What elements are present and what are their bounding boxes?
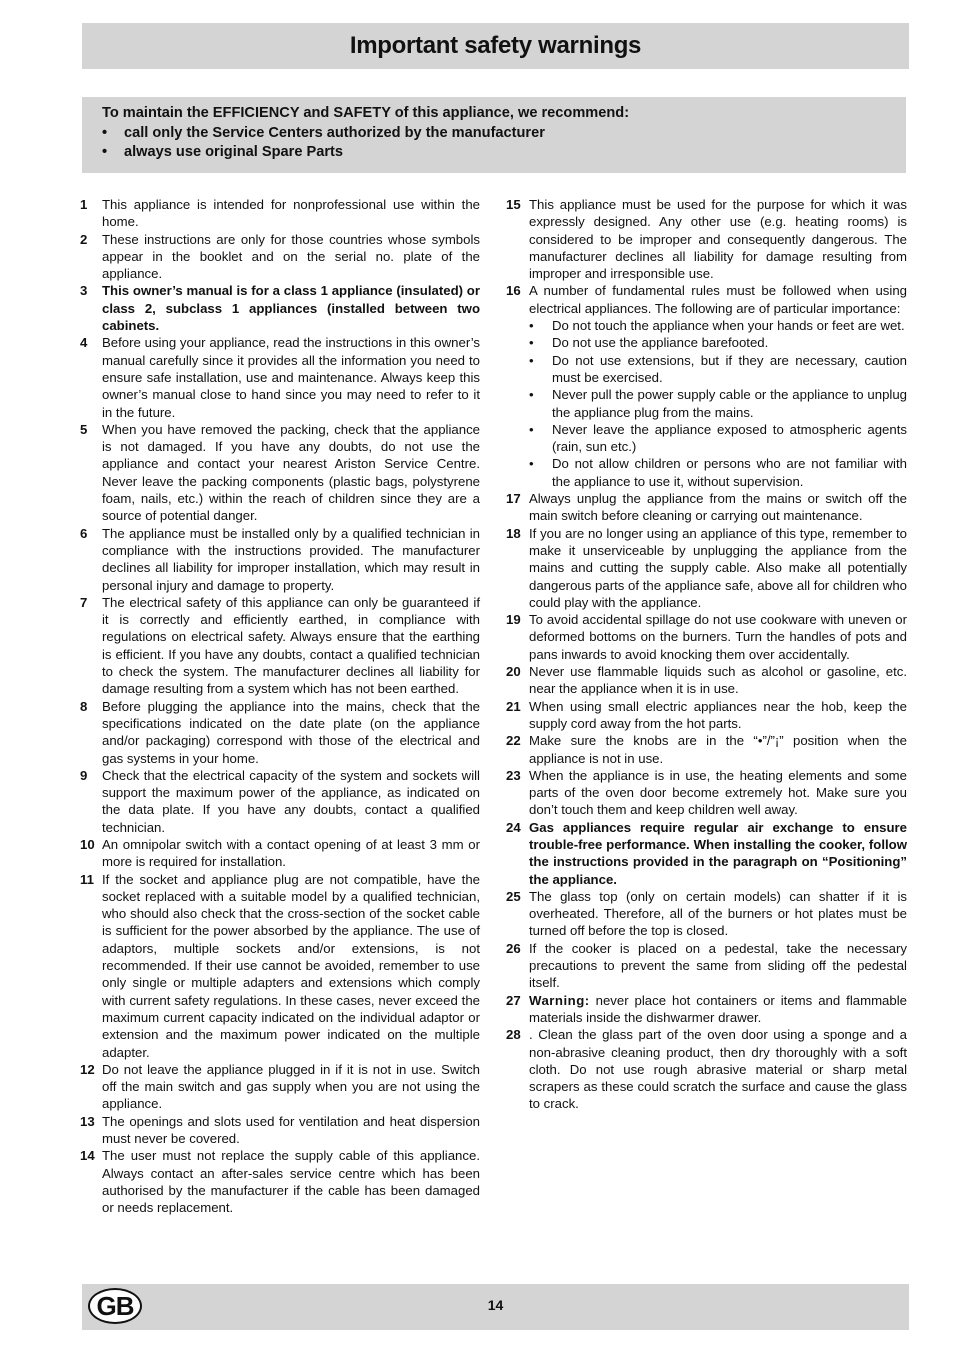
item-text: Make sure the knobs are in the “•”/”¡” position when the appliance is not in use. bbox=[529, 733, 907, 766]
warning-item bbox=[506, 490, 907, 525]
warning-label: Warning: bbox=[529, 992, 590, 1008]
item-number: 6 bbox=[80, 525, 88, 541]
item-text: This appliance is intended for nonprofessional use within the home. bbox=[102, 197, 480, 230]
warning-item bbox=[80, 231, 480, 283]
bullet-icon: • bbox=[529, 318, 534, 334]
item-text: If you are no longer using an appliance of this type, remember to make it unserviceable by unplugging the appliance from the mains and cutting the supply cable. Also make all potentially dangerous parts of the appliance safe, above all for children who could play with the appliance. bbox=[529, 525, 907, 610]
item-text: A number of fundamental rules must be followed when using electrical appliances. The following are of particular importance: bbox=[529, 283, 907, 316]
item-text: To avoid accidental spillage do not use cookware with uneven or deformed bottoms on the burners. Turn the handles of pots and pans inwards to avoid knocking them over accidentally. bbox=[529, 612, 907, 662]
recommendation-box bbox=[82, 97, 906, 173]
item-text: The openings and slots used for ventilation and heat dispersion must never be covered. bbox=[102, 1113, 480, 1147]
item-text: When you have removed the packing, check that the appliance is not damaged. If you have any doubts, do not use the appliance and contact your nearest Ariston Service Centre. Never leave the packing components (plastic bags, polystyrene foam, nails, etc.) within the reach of children since they are a source of potential danger. bbox=[102, 421, 480, 524]
item-text: The user must not replace the supply cable of this appliance. Always contact an after-sales service centre which has been authorised by the manufacturer if the cable has been damaged or needs replacement. bbox=[102, 1148, 480, 1216]
sub-bullet bbox=[529, 317, 907, 334]
item-number: 23 bbox=[506, 767, 521, 783]
bullet-icon: • bbox=[102, 124, 108, 141]
item-number: 14 bbox=[80, 1148, 95, 1164]
recommendation-bullet bbox=[102, 124, 906, 144]
footer-bar bbox=[82, 1284, 909, 1330]
item-text: Gas appliances require regular air exchange to ensure trouble-free performance. When installing the cooker, follow the instructions provided in the paragraph on “Positioning” the appliance. bbox=[529, 819, 907, 887]
gb-language-badge: GB bbox=[88, 1288, 142, 1324]
warning-item bbox=[506, 888, 907, 940]
warning-item bbox=[506, 525, 907, 611]
item-number: 3 bbox=[80, 283, 88, 299]
item-text: The electrical safety of this appliance can only be guaranteed if it is correctly and efficiently earthed, in compliance with regulations on electrical safety. Always ensure that the earthing is efficient. If you have any doubts, contact a qualified technician to check the system. The manufacturer declines all liability for damage resulting from a system which has not been earthed. bbox=[102, 594, 480, 697]
recommendation-heading: To maintain the EFFICIENCY and SAFETY of this appliance, we recommend: bbox=[102, 105, 630, 121]
item-number: 10 bbox=[80, 836, 95, 852]
item-number: 19 bbox=[506, 612, 521, 628]
item-number: 13 bbox=[80, 1113, 95, 1129]
warning-item bbox=[506, 698, 907, 733]
item-number: 8 bbox=[80, 698, 88, 714]
page-title: Important safety warnings bbox=[349, 32, 642, 59]
warning-item bbox=[506, 1026, 907, 1112]
sub-bullet-text: Do not allow children or persons who are not familiar with the appliance to use it, without supervision. bbox=[552, 456, 907, 489]
warning-item bbox=[506, 611, 907, 663]
sub-bullet bbox=[529, 386, 907, 421]
warning-item bbox=[506, 196, 907, 282]
warning-item bbox=[80, 836, 480, 871]
item-text: Check that the electrical capacity of the system and sockets will support the maximum power of the appliance, as indicated on the data plate. If you have any doubts, contact a qualified technician. bbox=[102, 767, 480, 835]
item-number: 20 bbox=[506, 664, 521, 680]
item-text: Never use flammable liquids such as alcohol or gasoline, etc. near the appliance when it is in use. bbox=[529, 664, 907, 697]
item-number: 27 bbox=[506, 992, 521, 1008]
bullet-icon: • bbox=[529, 352, 534, 368]
warning-item bbox=[506, 767, 907, 819]
item-text: An omnipolar switch with a contact opening of at least 3 mm or more is required for installation. bbox=[102, 836, 480, 870]
sub-bullet bbox=[529, 455, 907, 490]
sub-bullet-text: Never pull the power supply cable or the appliance to unplug the appliance plug from the mains. bbox=[552, 387, 907, 420]
warning-item bbox=[506, 940, 907, 992]
bullet-icon: • bbox=[529, 387, 534, 403]
item-text: When the appliance is in use, the heating elements and some parts of the oven door become extremely hot. Make sure you don’t touch them and keep children well away. bbox=[529, 767, 907, 818]
bullet-icon: • bbox=[529, 456, 534, 472]
item-text: The appliance must be installed only by a qualified technician in compliance with the instructions provided. The manufacturer declines all liability for improper installation, which may result in personal injury and damage to property. bbox=[102, 525, 480, 593]
bullet-icon: • bbox=[529, 335, 534, 351]
item-number: 18 bbox=[506, 525, 521, 541]
item-text: If the cooker is placed on a pedestal, take the necessary precautions to prevent the same from sliding off the pedestal itself. bbox=[529, 940, 907, 991]
warning-item bbox=[80, 1113, 480, 1148]
item-number: 12 bbox=[80, 1061, 95, 1077]
item-number: 25 bbox=[506, 888, 521, 904]
item-number: 7 bbox=[80, 594, 88, 610]
sub-bullet-text: Do not use the appliance barefooted. bbox=[552, 335, 769, 351]
item-text: . Clean the glass part of the oven door using a sponge and a non-abrasive cleaning product, then dry thoroughly with a soft cloth. Do not use rough abrasive material or sharp metal scrapers as these could scratch the surface and cause the glass to crack. bbox=[529, 1027, 907, 1112]
item-number: 11 bbox=[80, 871, 94, 887]
warning-item bbox=[506, 282, 907, 317]
warning-item bbox=[80, 196, 480, 231]
warning-item bbox=[80, 698, 480, 767]
item-number: 16 bbox=[506, 283, 521, 299]
item-text: If the socket and appliance plug are not compatible, have the socket replaced with a suitable model by a qualified technician, who should also check that the cross-section of the socket cable is sufficient for the power absorbed by the appliance. The use of adaptors, multiple sockets and/or extensions, is not recommended. If their use cannot be avoided, remember to use only single or multiple adapters and extensions which comply with current safety regulations. In these cases, never exceed the maximum current capacity indicated on the individual adaptor or extension and the maximum power indicated on the multiple adapter. bbox=[102, 871, 480, 1060]
item-number: 22 bbox=[506, 733, 521, 749]
page-number: 14 bbox=[487, 1297, 504, 1313]
item-number: 4 bbox=[80, 335, 88, 351]
warning-item bbox=[80, 767, 480, 836]
item-number: 1 bbox=[80, 197, 88, 212]
warning-item bbox=[80, 871, 480, 1061]
warning-item bbox=[506, 663, 907, 698]
warning-text: never place hot containers or items and flammable materials inside the dishwarmer drawer. bbox=[529, 992, 907, 1025]
warning-item bbox=[80, 1061, 480, 1113]
left-column bbox=[80, 196, 480, 1217]
item-number: 2 bbox=[80, 231, 88, 247]
warning-item bbox=[80, 282, 480, 334]
item-text: Do not leave the appliance plugged in if it is not in use. Switch off the main switch and gas supply when you are not using the appliance. bbox=[102, 1061, 480, 1112]
item-text: Always unplug the appliance from the mains or switch off the main switch before cleaning or carrying out maintenance. bbox=[529, 491, 907, 524]
item-text: Before using your appliance, read the instructions in this owner’s manual carefully since it provides all the information you need to ensure safe installation, use and maintenance. Always keep this owner’s manual close to hand since you may need to refer to it in the future. bbox=[102, 335, 480, 420]
item-number: 21 bbox=[506, 698, 521, 714]
sub-bullet bbox=[529, 334, 907, 351]
item-number: 17 bbox=[506, 491, 521, 507]
warning-item bbox=[80, 1147, 480, 1216]
sub-bullet-text: Do not use extensions, but if they are necessary, caution must be exercised. bbox=[552, 352, 907, 385]
item-number: 28 bbox=[506, 1027, 521, 1043]
recommendation-text: always use original Spare Parts bbox=[124, 144, 344, 160]
sub-bullet-text: Do not touch the appliance when your hands or feet are wet. bbox=[552, 318, 905, 334]
warning-item bbox=[80, 525, 480, 594]
item-text: When using small electric appliances near the hob, keep the supply cord away from the hot parts. bbox=[529, 698, 907, 731]
item-text: This owner’s manual is for a class 1 appliance (insulated) or class 2, subclass 1 appliances (installed between two cabinets. bbox=[102, 283, 480, 334]
item-text: Before plugging the appliance into the mains, check that the specifications indicated on the date plate (on the appliance and/or packaging) correspond with those of the electrical and gas systems in your home. bbox=[102, 698, 480, 766]
item-text bbox=[529, 992, 907, 1027]
item-number: 15 bbox=[506, 197, 521, 212]
item-text: The glass top (only on certain models) can shatter if it is overheated. Therefore, all of the burners or hot plates must be turned off before the top is closed. bbox=[529, 888, 907, 939]
bullet-icon: • bbox=[529, 421, 534, 437]
warning-item bbox=[80, 334, 480, 420]
item-number: 24 bbox=[506, 819, 521, 835]
warning-item bbox=[506, 819, 907, 888]
bullet-icon: • bbox=[102, 144, 108, 160]
right-column bbox=[506, 196, 907, 1113]
item-text: This appliance must be used for the purpose for which it was expressly designed. Any other use (e.g. heating rooms) is considered to be improper and consequently dangerous. The manufacturer declines all liability for damage resulting from improper and irresponsible use. bbox=[529, 197, 907, 282]
recommendation-bullet bbox=[102, 143, 906, 163]
item-number: 9 bbox=[80, 767, 88, 783]
warning-item bbox=[80, 594, 480, 698]
warning-item bbox=[506, 732, 907, 767]
sub-bullet bbox=[529, 421, 907, 456]
title-bar bbox=[82, 23, 909, 69]
recommendation-text: call only the Service Centers authorized by the manufacturer bbox=[124, 124, 545, 141]
sub-bullet-text: Never leave the appliance exposed to atmospheric agents (rain, sun etc.) bbox=[552, 421, 907, 455]
item-text: These instructions are only for those countries whose symbols appear in the booklet and on the serial no. plate of the appliance. bbox=[102, 231, 480, 282]
item-number: 26 bbox=[506, 940, 521, 956]
warning-item bbox=[506, 992, 907, 1027]
sub-bullet bbox=[529, 352, 907, 387]
item-number: 5 bbox=[80, 421, 88, 437]
warning-item bbox=[80, 421, 480, 525]
